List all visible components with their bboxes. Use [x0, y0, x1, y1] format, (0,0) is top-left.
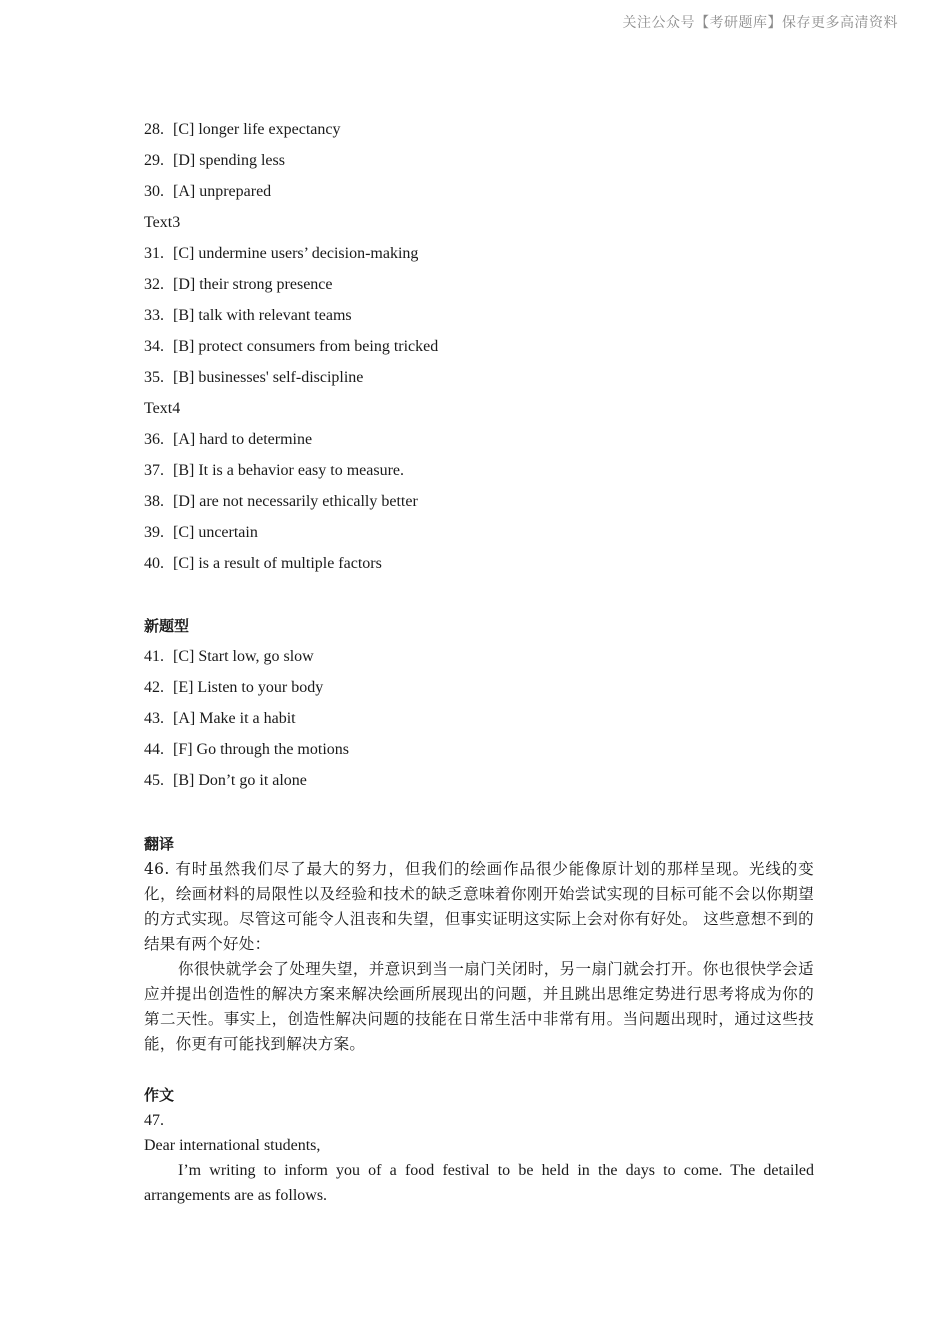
translation-title: 翻译	[144, 835, 175, 853]
answer-34	[144, 335, 814, 366]
answer-39	[144, 521, 814, 552]
question-number: 31.	[144, 245, 164, 262]
question-number: 32.	[144, 276, 164, 293]
text3-answers	[144, 242, 814, 397]
answer-text: [C] Start low, go slow	[173, 648, 314, 665]
answer-37	[144, 459, 814, 490]
answer-text: [C] is a result of multiple factors	[173, 555, 382, 572]
question-number: 39.	[144, 524, 164, 541]
question-number: 43.	[144, 710, 164, 727]
spacer	[144, 1057, 814, 1082]
spacer	[144, 583, 814, 614]
question-number: 41.	[144, 648, 164, 665]
answer-text: [F] Go through the motions	[173, 741, 349, 758]
question-number: 28.	[144, 121, 164, 138]
letter-salutation: Dear international students,	[144, 1137, 321, 1154]
question-number: 44.	[144, 741, 164, 758]
answer-44	[144, 738, 814, 769]
answer-30	[144, 180, 814, 211]
answer-text: [A] hard to determine	[173, 431, 313, 448]
question-number: 30.	[144, 183, 164, 200]
new-type-title: 新题型	[144, 617, 190, 635]
answer-40	[144, 552, 814, 583]
question-number: 47.	[144, 1112, 164, 1129]
answer-text: [B] Don’t go it alone	[173, 772, 307, 789]
answer-text: [A] Make it a habit	[173, 710, 296, 727]
question-number: 38.	[144, 493, 164, 510]
answer-sheet	[144, 118, 814, 1208]
question-number: 37.	[144, 462, 164, 479]
letter-paragraph-1: I’m writing to inform you of a food festival to be held in the days to come. The detailed arrangements are as follows.	[144, 1162, 814, 1204]
answer-36	[144, 428, 814, 459]
question-number: 34.	[144, 338, 164, 355]
answer-29	[144, 149, 814, 180]
text2-answers	[144, 118, 814, 211]
answer-41	[144, 645, 814, 676]
translation-paragraph-1: 46. 有时虽然我们尽了最大的努力，但我们的绘画作品很少能像原计划的那样呈现。光线的变化，绘画材料的局限性以及经验和技术的缺乏意味着你刚开始尝试实现的目标可能不会以你期望的方式实现。尽管这可能令人沮丧和失望，但事实证明这实际上会对你有好处。 这些意想不到的结果有两个好处：	[144, 860, 814, 953]
text3-heading: Text3	[144, 214, 181, 231]
header-note: 关注公众号【考研题库】保存更多高清资料	[622, 15, 898, 31]
answer-35	[144, 366, 814, 397]
question-number: 45.	[144, 772, 164, 789]
answer-text: [C] uncertain	[173, 524, 258, 541]
answer-33	[144, 304, 814, 335]
answer-text: [A] unprepared	[173, 183, 272, 200]
answer-text: [D] are not necessarily ethically better	[173, 493, 418, 510]
answer-42	[144, 676, 814, 707]
question-number: 42.	[144, 679, 164, 696]
answer-text: [D] spending less	[173, 152, 285, 169]
question-number: 29.	[144, 152, 164, 169]
question-number: 33.	[144, 307, 164, 324]
answer-text: [E] Listen to your body	[173, 679, 324, 696]
question-number: 40.	[144, 555, 164, 572]
answer-text: [B] talk with relevant teams	[173, 307, 352, 324]
answer-text: [C] longer life expectancy	[173, 121, 341, 138]
answer-28	[144, 118, 814, 149]
answer-32	[144, 273, 814, 304]
answer-text: [C] undermine users’ decision-making	[173, 245, 419, 262]
spacer	[144, 800, 814, 831]
new-type-answers	[144, 645, 814, 800]
answer-43	[144, 707, 814, 738]
question-number: 36.	[144, 431, 164, 448]
answer-38	[144, 490, 814, 521]
answer-text: [B] It is a behavior easy to measure.	[173, 462, 405, 479]
text4-answers	[144, 428, 814, 583]
text4-heading: Text4	[144, 400, 181, 417]
composition-title: 作文	[144, 1086, 175, 1104]
answer-31	[144, 242, 814, 273]
answer-text: [D] their strong presence	[173, 276, 333, 293]
answer-text: [B] protect consumers from being tricked	[173, 338, 439, 355]
answer-45	[144, 769, 814, 800]
answer-text: [B] businesses' self-discipline	[173, 369, 364, 386]
question-number: 35.	[144, 369, 164, 386]
translation-paragraph-2: 你很快就学会了处理失望，并意识到当一扇门关闭时，另一扇门就会打开。你也很快学会适应并提出创造性的解决方案来解决绘画所展现出的问题，并且跳出思维定势进行思考将成为你的第二天性。事实上，创造性解决问题的技能在日常生活中非常有用。当问题出现时，通过这些技能，你更有可能找到解决方案。	[144, 960, 814, 1053]
